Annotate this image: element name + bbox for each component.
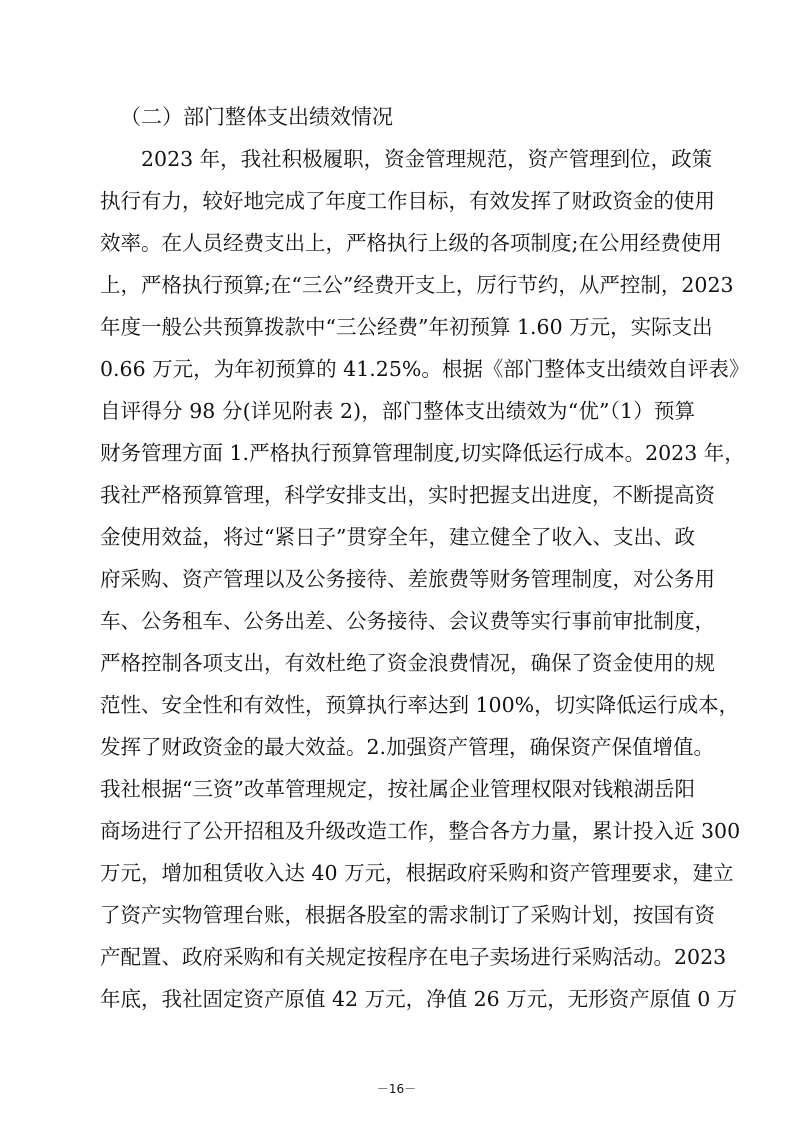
page-number: －16－ — [376, 1082, 417, 1096]
paragraph-line: 金使用效益，将过“紧日子”贯穿全年，建立健全了收入、支出、政 — [100, 525, 695, 549]
paragraph-line: 上，严格执行预算;在“三公”经费开支上，厉行节约，从严控制，2023 — [100, 273, 734, 297]
paragraph-line: 商场进行了公开招租及升级改造工作，整合各方力量，累计投入近 300 — [100, 819, 741, 843]
paragraph-line: 财务管理方面 1.严格执行预算管理制度,切实降低运行成本。2023 年， — [100, 441, 745, 465]
paragraph-line: 车、公务租车、公务出差、公务接待、会议费等实行事前审批制度， — [100, 609, 715, 633]
paragraph-line: 0.66 万元，为年初预算的 41.25%。根据《部门整体支出绩效自评表》 — [100, 357, 750, 381]
paragraph-line: 我社根据“三资”改革管理规定，按社属企业管理权限对钱粮湖岳阳 — [100, 777, 695, 801]
paragraph-line: 了资产实物管理台账，根据各股室的需求制订了采购计划，按国有资 — [100, 903, 715, 927]
paragraph-line: 自评得分 98 分(详见附表 2)，部门整体支出绩效为“优”（1）预算 — [100, 399, 695, 423]
paragraph-line: 严格控制各项支出，有效杜绝了资金浪费情况，确保了资金使用的规 — [100, 651, 715, 675]
paragraph-line: 我社严格预算管理，科学安排支出，实时把握支出进度，不断提高资 — [100, 483, 715, 507]
paragraph-line: 效率。在人员经费支出上，严格执行上级的各项制度;在公用经费使用 — [100, 231, 722, 255]
paragraph-line: 府采购、资产管理以及公务接待、差旅费等财务管理制度，对公务用 — [100, 567, 715, 591]
section-heading: （二）部门整体支出绩效情况 — [120, 105, 393, 129]
paragraph-line: 执行有力，较好地完成了年度工作目标，有效发挥了财政资金的使用 — [100, 189, 715, 213]
paragraph-line: 年底，我社固定资产原值 42 万元，净值 26 万元，无形资产原值 0 万 — [100, 987, 738, 1011]
paragraph-line: 万元，增加租赁收入达 40 万元，根据政府采购和资产管理要求，建立 — [100, 861, 734, 885]
paragraph-line: 范性、安全性和有效性，预算执行率达到 100%，切实降低运行成本， — [100, 693, 740, 717]
paragraph-line: 发挥了财政资金的最大效益。2.加强资产管理，确保资产保值增值。 — [100, 735, 715, 759]
paragraph-line: 产配置、政府采购和有关规定按程序在电子卖场进行采购活动。2023 — [100, 945, 727, 969]
paragraph-line: 年度一般公共预算拨款中“三公经费”年初预算 1.60 万元，实际支出 — [100, 315, 713, 339]
paragraph-line: 2023 年，我社积极履职，资金管理规范，资产管理到位，政策 — [141, 147, 713, 171]
